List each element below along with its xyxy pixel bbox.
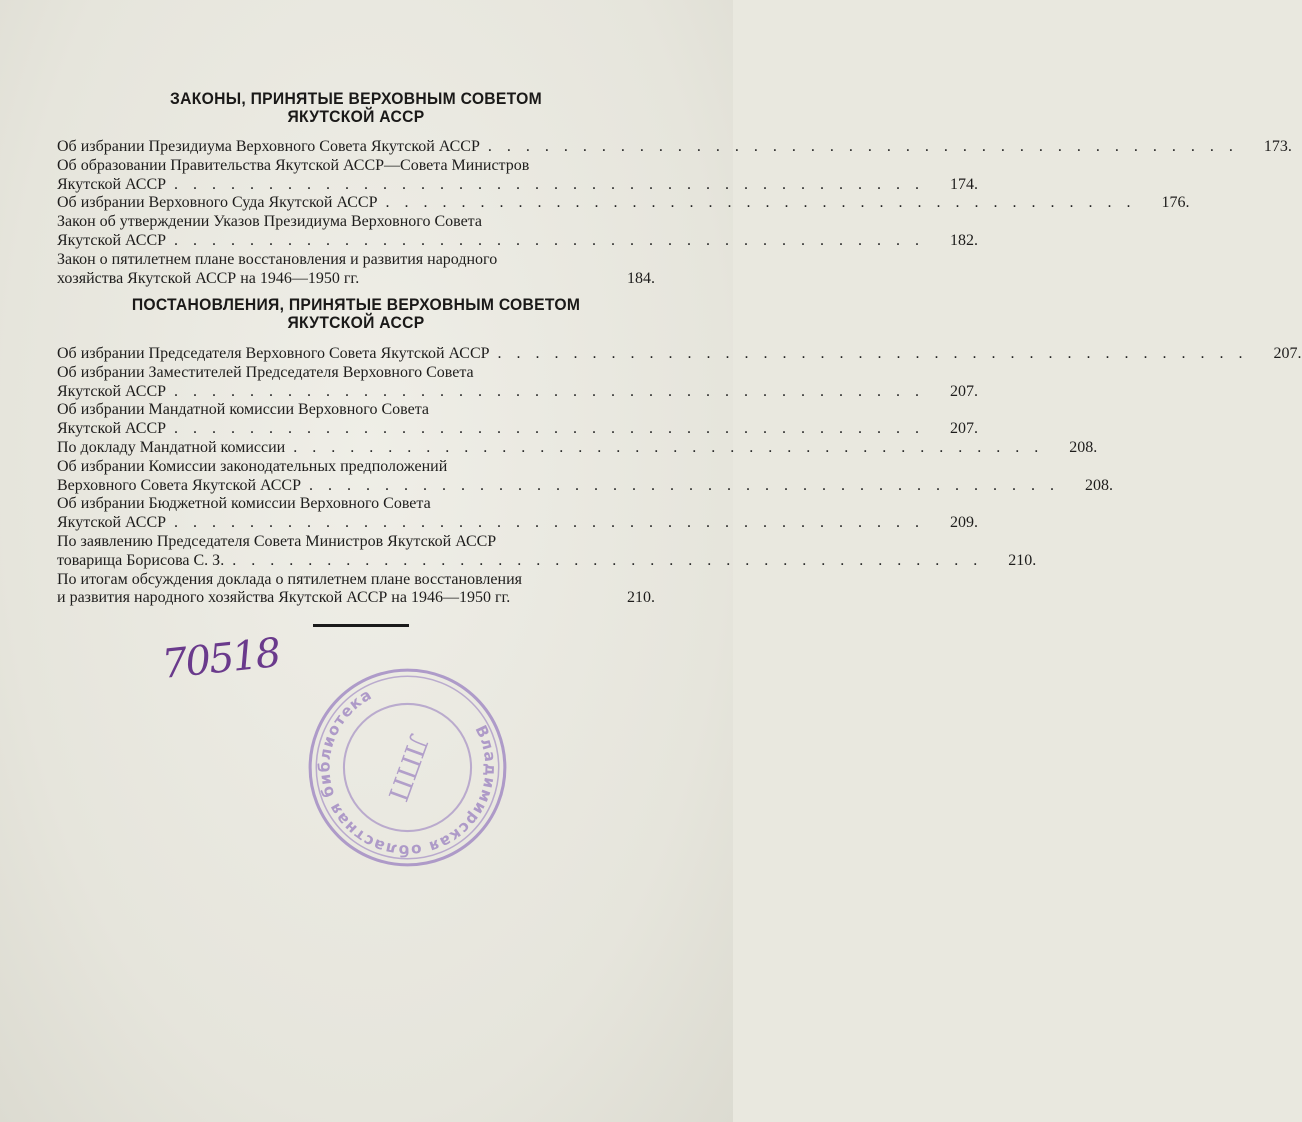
toc-page-number: 173. (1263, 138, 1292, 155)
toc-entry-title: Об избрании Председателя Верховного Совета Якутской АССР (57, 345, 490, 362)
dot-leader: ........................................ (174, 231, 935, 249)
section1-toc (57, 138, 1292, 288)
toc-page-number: 208. (1069, 438, 1098, 456)
section1-heading-line: ЗАКОНЫ, ПРИНЯТЫЕ ВЕРХОВНЫМ СОВЕТОМ (170, 90, 542, 108)
toc-page-number: 182. (950, 231, 979, 249)
dot-leader: ........................................ (385, 194, 1146, 212)
toc-entry (57, 213, 979, 251)
toc-entry-title: Закон об утверждении Указов Президиума Верховного Совета (57, 213, 482, 231)
stamp-center-text: ЛПП (381, 730, 435, 806)
toc-page-number: 176. (1161, 194, 1190, 212)
toc-entry (57, 401, 979, 439)
toc-entry-title: Об избрании Мандатной комиссии Верховного Совета (57, 401, 429, 419)
toc-entry-title: По итогам обсуждения доклада о пятилетнем плане восстановления (57, 570, 522, 588)
toc-page-number: 207. (950, 420, 979, 438)
dot-leader: ........................................ (174, 420, 935, 438)
toc-page-number: 208. (1085, 476, 1113, 494)
toc-entry-title: По заявлению Председателя Совета Министров Якутской АССР (57, 532, 497, 550)
toc-entry-title: и развития народного хозяйства Якутской АССР на 1946—1950 гг. (57, 589, 511, 607)
toc-entry-title: Закон о пятилетнем плане восстановления и развития народного (57, 250, 498, 268)
stamp-ring-text: Владимирская областная библиотека (315, 685, 500, 860)
toc-entry (57, 457, 1113, 496)
section2-heading-line: ЯКУТСКОЙ АССР (287, 314, 425, 332)
toc-entry (57, 156, 979, 195)
dot-leader: ........................................ (174, 514, 935, 532)
toc-entry-title: Об образовании Правительства Якутской АССР—Совета Министров (57, 156, 530, 174)
handwritten-inventory-number: 70518 (159, 629, 282, 689)
section1-heading-line: ЯКУТСКОЙ АССР (287, 108, 425, 126)
toc-entry (57, 251, 655, 289)
toc-entry-title: Якутской АССР (57, 420, 167, 438)
dot-leader: ........................................ (174, 175, 935, 193)
toc-entry (57, 363, 979, 402)
toc-page-number: 210. (627, 589, 655, 607)
toc-entry-title: Верховного Совета Якутской АССР (57, 476, 301, 494)
toc-entry-title: Об избрании Верховного Суда Якутской АССР (57, 194, 378, 212)
dot-leader: ........................................ (232, 551, 993, 569)
toc-entry-title: Об избрании Заместителей Председателя Верховного Совета (57, 363, 474, 381)
section2-heading-line: ПОСТАНОВЛЕНИЯ, ПРИНЯТЫЕ ВЕРХОВНЫМ СОВЕТОМ (131, 296, 581, 314)
toc-page-number: 207. (1273, 345, 1302, 362)
toc-entry-title: Об избрании Бюджетной комиссии Верховного Совета (57, 495, 431, 513)
toc-page-number: 207. (950, 382, 979, 400)
toc-page-number: 184. (627, 269, 655, 287)
toc-entry-title: Якутской АССР (57, 514, 167, 532)
dot-leader: ........................................ (487, 138, 1248, 155)
section2-toc (57, 345, 1302, 608)
toc-entry-title: Якутской АССР (57, 382, 167, 400)
divider-rule (313, 624, 409, 627)
dot-leader: ........................................ (497, 345, 1258, 362)
dot-leader: ........................................ (174, 382, 935, 400)
toc-entry (57, 138, 1292, 157)
toc-page-number: 174. (950, 175, 979, 193)
toc-page-number: 209. (950, 514, 979, 532)
toc-entry-title: Якутской АССР (57, 231, 167, 249)
toc-entry (57, 532, 1037, 571)
toc-entry (57, 438, 1098, 458)
toc-entry-title: По докладу Мандатной комиссии (57, 438, 286, 456)
section1-heading (72, 90, 640, 126)
toc-entry-title: хозяйства Якутской АССР на 1946—1950 гг. (57, 269, 360, 287)
toc-page-number: 210. (1008, 551, 1037, 569)
toc-entry-title: товарища Борисова С. З. (57, 551, 225, 569)
toc-entry-title: Якутской АССР (57, 175, 167, 193)
toc-entry (57, 571, 655, 609)
toc-entry-title: Об избрании Президиума Верховного Совета Якутской АССР (57, 138, 480, 155)
dot-leader (359, 270, 611, 289)
dot-leader: ........................................ (293, 438, 1054, 456)
toc-entry (57, 194, 1190, 213)
dot-leader: ........................................ (309, 476, 1069, 494)
library-stamp (305, 665, 510, 870)
dot-leader (510, 589, 611, 608)
section2-heading (72, 296, 640, 332)
toc-entry-title: Об избрании Комиссии законодательных предположений (57, 457, 448, 475)
toc-entry (57, 495, 979, 533)
toc-entry (57, 345, 1302, 364)
